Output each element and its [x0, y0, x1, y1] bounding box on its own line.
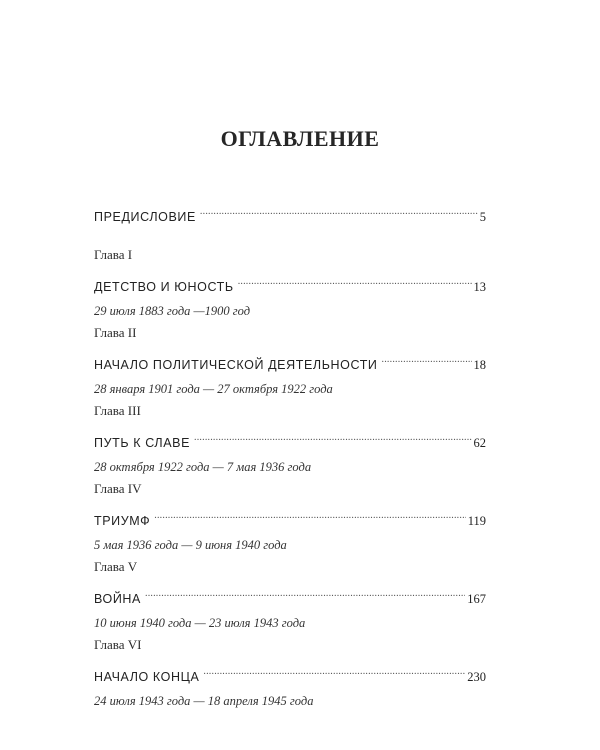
toc-entry-title: ТРИУМФ: [94, 514, 151, 528]
toc-entry-title: НАЧАЛО ПОЛИТИЧЕСКОЙ ДЕЯТЕЛЬНОСТИ: [94, 358, 378, 372]
toc-title-line: [94, 353, 486, 372]
chapter-dates: 28 января 1901 года — 27 октября 1922 года: [94, 382, 333, 396]
toc-page-number: 18: [473, 358, 486, 372]
toc-entry-chapter-6[interactable]: [94, 637, 486, 709]
toc-page-number: 62: [473, 436, 486, 450]
toc-page-number: 13: [473, 280, 486, 294]
toc-entry-title: ВОЙНА: [94, 592, 141, 606]
toc-title-line: [94, 587, 486, 606]
toc-entry-chapter-3[interactable]: [94, 403, 486, 475]
dot-leader: [145, 587, 465, 603]
toc-entry-chapter-5[interactable]: [94, 559, 486, 631]
toc-entry-title: ДЕТСТВО И ЮНОСТЬ: [94, 280, 234, 294]
chapter-dates: 28 октября 1922 года — 7 мая 1936 года: [94, 460, 312, 474]
dot-leader: [382, 353, 472, 369]
chapter-label: Глава V: [94, 559, 138, 574]
toc-title-line: [94, 665, 486, 684]
chapter-label: Глава II: [94, 325, 137, 340]
toc-title-line: [94, 431, 486, 450]
chapter-label: Глава I: [94, 247, 133, 262]
toc-entry-title: НАЧАЛО КОНЦА: [94, 670, 200, 684]
toc-entry-title: ПУТЬ К СЛАВЕ: [94, 436, 191, 450]
chapter-dates: 5 мая 1936 года — 9 июня 1940 года: [94, 538, 287, 552]
chapter-label: Глава VI: [94, 637, 142, 652]
dot-leader: [203, 665, 465, 681]
dot-leader: [200, 205, 478, 221]
dot-leader: [238, 275, 472, 291]
toc-entry-preface[interactable]: [94, 205, 486, 224]
chapter-dates: 29 июля 1883 года —1900 год: [94, 304, 251, 318]
toc-page-number: 167: [467, 592, 486, 606]
toc-entry-chapter-2[interactable]: [94, 325, 486, 397]
toc-page-number: 119: [467, 514, 486, 528]
toc-entry-chapter-1[interactable]: [94, 247, 486, 319]
toc-page-number: 230: [467, 670, 486, 684]
dot-leader: [154, 509, 465, 525]
toc-title-line: [94, 509, 486, 528]
toc-title-line: [94, 205, 486, 224]
toc-entry-chapter-4[interactable]: [94, 481, 486, 553]
chapter-dates: 24 июля 1943 года — 18 апреля 1945 года: [94, 694, 314, 708]
chapter-dates: 10 июня 1940 года — 23 июля 1943 года: [94, 616, 306, 630]
toc-entry-title: ПРЕДИСЛОВИЕ: [94, 210, 196, 224]
toc-title-line: [94, 275, 486, 294]
chapter-label: Глава III: [94, 403, 141, 418]
dot-leader: [194, 431, 471, 447]
toc-page-number: 5: [479, 210, 486, 224]
chapter-label: Глава IV: [94, 481, 142, 496]
page-title: ОГЛАВЛЕНИЕ: [220, 126, 380, 151]
